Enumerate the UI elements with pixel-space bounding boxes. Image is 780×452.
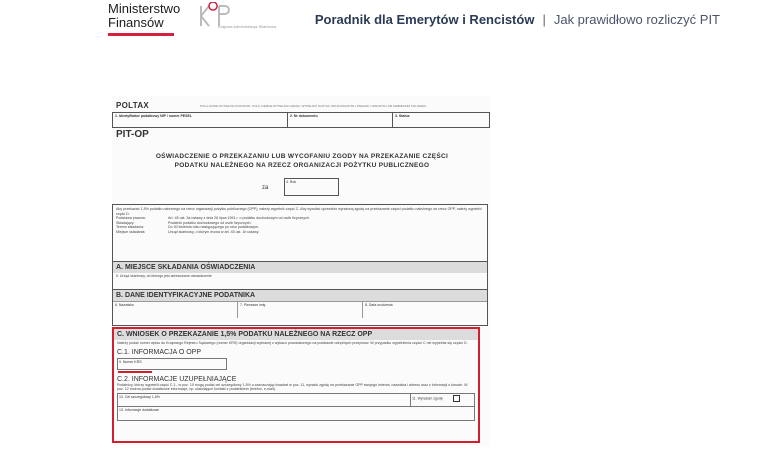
pit-op-form-image: [112, 96, 490, 446]
ministry-name-line1: Ministerstwo: [108, 1, 181, 16]
form-title-line1: OŚWIADCZENIE O PRZEKAZANIU LUB WYCOFANIU ZGODY NA PRZEKAZANIE CZĘŚCI: [155, 153, 449, 160]
kas-subtitle: Krajowa Administracja Skarbowa: [218, 24, 277, 29]
section-b-fields: [113, 301, 487, 318]
info13-field: 13. Informacje dodatkowe: [117, 407, 475, 421]
info-row: Termin składania: Do 30 kwietnia roku następującego po roku podatkowym.: [116, 225, 260, 230]
c2-fields-row: [117, 393, 475, 407]
section-c-highlighted: [112, 327, 480, 443]
c2-title: C.2. INFORMACJE UZUPEŁNIAJĄCE: [117, 375, 237, 383]
surname-field-label: 6. Nazwisko: [113, 302, 238, 318]
doc-number-field-label: 2. Nr dokumentu: [288, 113, 393, 127]
nav-separator: |: [542, 12, 546, 27]
zgoda-field: [411, 394, 474, 406]
info-row: Podstawa prawna: Art. 45 ust. 3a ustawy z dnia 26 lipca 1991 r. o podatku dochodowym od osób fizycznych.: [116, 216, 310, 221]
nav-page-subtitle[interactable]: Jak prawidłowo rozliczyć PIT: [553, 12, 720, 27]
form-instruction-note: POLA JASNE WYPEŁNIA PODATNIK. POLA CIEMNE WYPEŁNIA URZĄD. WYPEŁNIĆ DUŻYMI, DRUKOWANYMI LITERAMI, CZARNYM LUB NIEBIESKIM KOLOREM.: [200, 104, 427, 108]
cel-field-label: 10. Cel szczegółowy 1,5%: [118, 394, 411, 406]
zgoda-field-label: 11. Wyrażam zgodę: [412, 395, 443, 400]
form-id-row: [112, 112, 490, 128]
section-b: [112, 290, 488, 326]
info-row: Miejsce składania: Urząd skarbowy, o którym mowa w art. 45 ust. 1b ustawy.: [116, 229, 260, 234]
ministry-logo-bar: [108, 33, 174, 36]
c1-title: C.1. INFORMACJA O OPP: [117, 348, 202, 356]
rok-field: 4. Rok: [284, 178, 339, 196]
ministry-logo[interactable]: [108, 2, 180, 36]
form-title: [132, 152, 472, 170]
page-navigation: [315, 12, 720, 27]
nip-field-label: 1. Identyfikator podatkowy NIP / numer PESEL: [113, 113, 288, 127]
c2-text: Podatnicy, którzy wypełnili część C.1., w poz. 10 mogą podać cel szczegółowy 1,5% a zaznaczając kwadrat w poz. 11, wyrazić zgodę na przekazanie OPP swojego imienia, nazwiska i adresu oraz z informacji o kwocie. W poz. 12 można podać dodatkowe informacje, np. ułatwiające kontakt z podatnikiem (telefon, e-mail).: [117, 382, 468, 391]
status-field-label: 3. Status: [395, 114, 410, 118]
section-c-text: Należy podać numer wpisu do Krajowego Rejestru Sądowego (numer KRS) organizacji wybranej z wykazu prowadzonego na podstawie odrębnych przepisów. W przypadku wypełnienia części C nie wypełnia się części D.: [117, 341, 468, 345]
site-header: [0, 0, 780, 42]
form-info-box: [112, 204, 488, 262]
section-a-title: A. MIEJSCE SKŁADANIA OŚWIADCZENIA: [113, 262, 487, 273]
krs-field: 9. Numer KRS: [117, 358, 227, 370]
ministry-name-line2: Finansów: [108, 15, 164, 30]
section-c-title: C. WNIOSEK O PRZEKAZANIE 1,5% PODATKU NALEŻNEGO NA RZECZ OPP: [114, 329, 478, 340]
first-name-field-label: 7. Pierwsze imię: [238, 302, 363, 318]
nav-guide-title[interactable]: Poradnik dla Emerytów i Rencistów: [314, 12, 535, 27]
section-a: [112, 262, 488, 290]
form-code: PIT-OP: [116, 129, 149, 140]
info-row: Składający: Podatnik podatku dochodowego od osób fizycznych.: [116, 220, 252, 225]
birth-date-field-label: 8. Data urodzenia: [365, 303, 393, 307]
form-title-line2: PODATKU NALEŻNEGO NA RZECZ ORGANIZACJI POŻYTKU PUBLICZNEGO: [174, 162, 430, 169]
info-intro: Aby przekazać 1,5% podatku należnego na rzecz organizacji pożytku publicznego (OPP), należy wypełnić część C. Aby wycofać uprzednio wyrażoną zgodę na przekazanie części podatku należnego na rzecz OPP, należy wypełnić część D.: [116, 207, 482, 216]
za-label: za: [262, 185, 269, 191]
zgoda-checkbox: [453, 395, 460, 402]
section-b-title: B. DANE IDENTYFIKACYJNE PODATNIKA: [113, 290, 487, 301]
tax-office-field-label: 5. Urząd skarbowy, do którego jest adresowane oświadczenie: [116, 274, 212, 278]
poltax-label: POLTAX: [116, 101, 150, 110]
kas-logo-icon[interactable]: [197, 2, 257, 38]
